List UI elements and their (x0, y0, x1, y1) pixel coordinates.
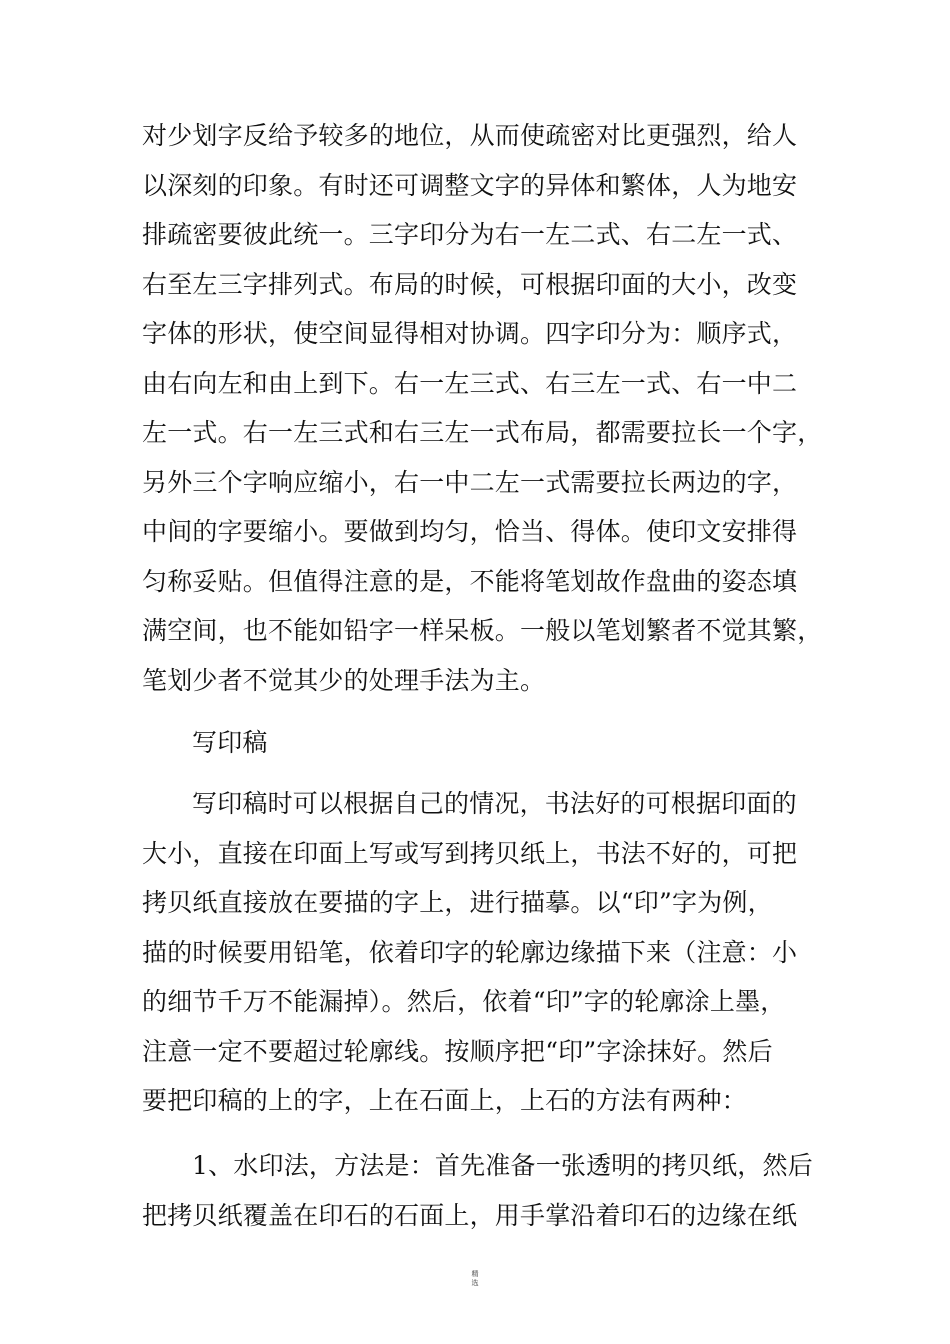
section-heading: 写印稿 (192, 728, 268, 757)
section-heading-block (142, 718, 814, 768)
paragraph-1-line: 左一式。右一左三式和右三左一式布局，都需要拉长一个字， (142, 418, 823, 447)
paragraph-3 (142, 1141, 814, 1240)
footer-mark-line-2: 选 (471, 1279, 479, 1287)
paragraph-2-line: 注意一定不要超过轮廓线。按顺序把“印”字涂抹好。然后 (142, 1036, 773, 1066)
paragraph-1-line: 右至左三字排列式。布局的时候，可根据印面的大小，改变 (142, 269, 798, 299)
paragraph-1 (142, 111, 823, 705)
paragraph-1-line: 匀称妥贴。但值得注意的是，不能将笔划故作盘曲的姿态填 (142, 566, 798, 596)
paragraph-1-line: 另外三个字响应缩小，右一中二左一式需要拉长两边的字， (142, 467, 798, 497)
paragraph-1-line: 对少划字反给予较多的地位，从而使疏密对比更强烈，给人 (142, 121, 798, 150)
footer-mark-line-1: 精 (471, 1270, 479, 1278)
paragraph-2-line: 描的时候要用铅笔，依着印字的轮廓边缘描下来（注意：小 (142, 937, 798, 967)
paragraph-3-line: 把拷贝纸覆盖在印石的石面上，用手掌沿着印石的边缘在纸 (142, 1200, 798, 1230)
paragraph-1-line: 满空间，也不能如铅字一样呆板。一般以笔划繁者不觉其繁， (142, 616, 823, 645)
paragraph-1-line: 笔划少者不觉其少的处理手法为主。 (142, 665, 546, 695)
footer-mark (0, 1270, 950, 1288)
paragraph-2-line: 拷贝纸直接放在要描的字上，进行描摹。以“印”字为例， (142, 888, 773, 917)
paragraph-1-line: 字体的形状，使空间显得相对协调。四字印分为：顺序式， (142, 319, 798, 348)
paragraph-2-line: 大小，直接在印面上写或写到拷贝纸上，书法不好的，可把 (142, 838, 798, 868)
paragraph-2-line: 要把印稿的上的字，上在石面上，上石的方法有两种： (142, 1086, 747, 1115)
paragraph-1-line: 以深刻的印象。有时还可调整文字的异体和繁体，人为地安 (142, 170, 798, 200)
paragraph-3-line: 1、水印法，方法是：首先准备一张透明的拷贝纸，然后 (192, 1151, 813, 1180)
paragraph-1-line: 中间的字要缩小。要做到均匀，恰当、得体。使印文安排得 (142, 517, 798, 546)
paragraph-2 (142, 779, 814, 1126)
paragraph-1-line: 排疏密要彼此统一。三字印分为右一左二式、右二左一式、 (142, 220, 798, 249)
paragraph-2-line: 写印稿时可以根据自己的情况，书法好的可根据印面的 (192, 789, 797, 818)
paragraph-2-line: 的细节千万不能漏掉）。然后，依着“印”字的轮廓涂上墨， (142, 987, 786, 1016)
paragraph-1-line: 由右向左和由上到下。右一左三式、右三左一式、右一中二 (142, 368, 798, 398)
